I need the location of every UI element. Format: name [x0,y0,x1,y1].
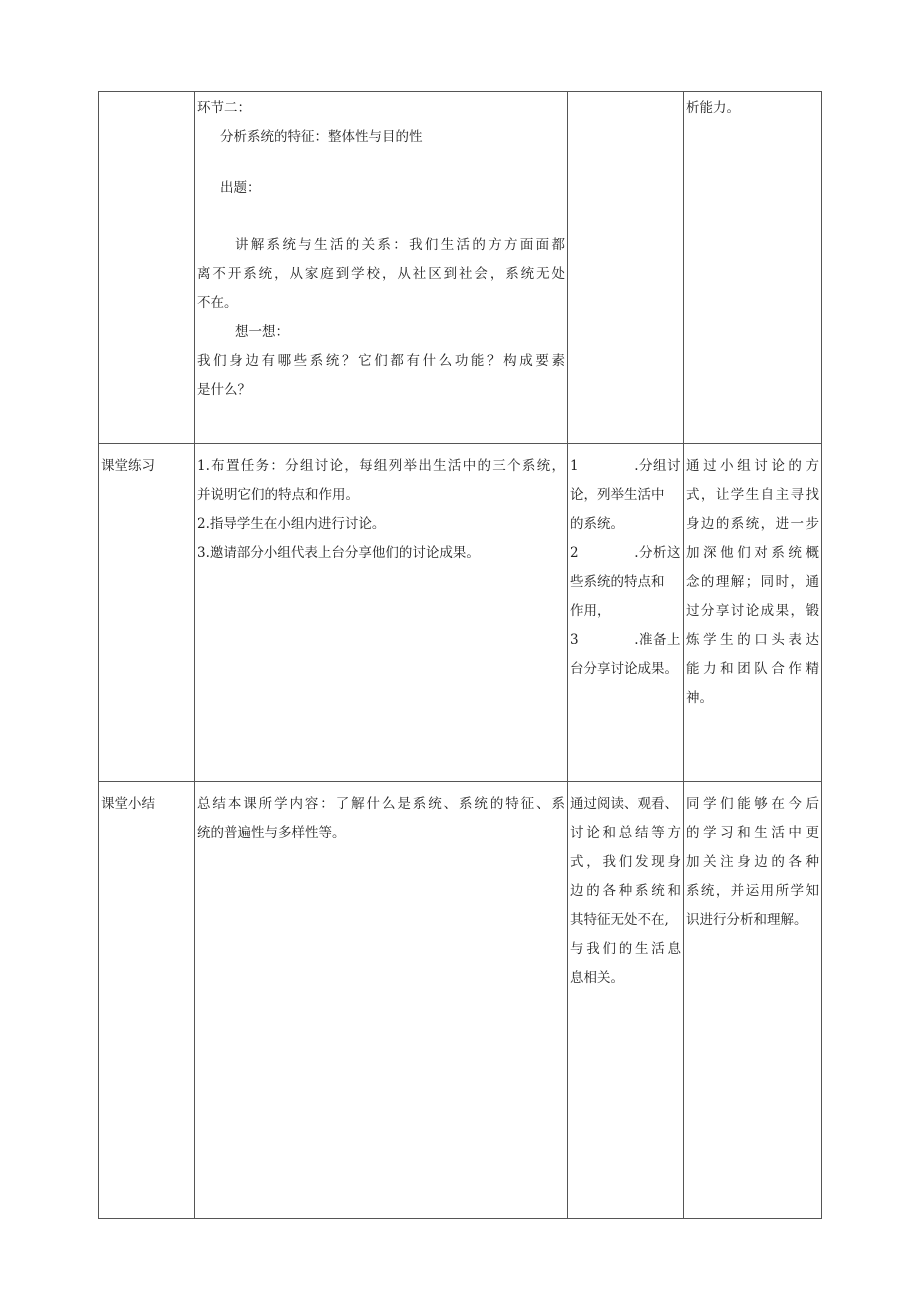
intent-text: 念的理解；同时，通 [686,574,819,590]
intent-text: 炼学生的口头表达 [686,632,819,648]
table-row [99,782,822,1219]
section-label-cell [99,92,195,444]
activity-text: 式，我们发现身 [570,854,681,870]
section-label: 课堂练习 [101,458,155,474]
student-activity-cell [568,782,684,1219]
intent-text: 过分享讨论成果，锻 [686,603,819,619]
think-label: 想一想： [235,324,289,340]
intent-text: 析能力。 [686,100,740,116]
activity-item [570,452,681,481]
task-line: 并说明它们的特点和作用。 [197,487,359,503]
intent-text: 加深他们对系统概 [686,545,819,561]
activity-number: 3 [570,632,579,648]
question-line: 是什么？ [197,382,251,398]
teaching-content-cell [195,444,568,782]
summary-line: 总结本课所学内容：了解什么是系统、系统的特征、系 [197,796,565,812]
prompt-label: 出题： [220,180,261,196]
student-activity-cell [568,444,684,782]
section-label-cell [99,444,195,782]
intent-text: 加关注身边的各种 [686,854,819,870]
activity-text: 息相关。 [570,970,624,986]
intent-text: 能力和团队合作精 [686,661,819,677]
activity-text: 的系统。 [570,516,624,532]
summary-line: 统的普遍性与多样性等。 [197,825,346,841]
explain-line: 讲解系统与生活的关系：我们生活的方方面面都 [235,237,565,253]
table-row [99,92,822,444]
student-activity-cell [568,92,684,444]
step-subheading: 分析系统的特征：整体性与目的性 [220,129,423,145]
teaching-content-cell [195,782,568,1219]
step-heading: 环节二： [197,100,251,116]
intent-text: 的学习和生活中更 [686,825,819,841]
intent-text: 身边的系统，进一步 [686,516,819,532]
teaching-content-cell [195,92,568,444]
explain-line: 离不开系统，从家庭到学校，从社区到社会，系统无处 [197,266,565,282]
activity-text: 作用， [570,603,611,619]
section-label-cell [99,782,195,1219]
intent-text: 同学们能够在今后 [686,796,819,812]
activity-text: .分组讨 [634,458,681,474]
design-intent-cell [684,782,822,1219]
task-line: 2.指导学生在小组内进行讨论。 [197,516,386,532]
question-line: 我们身边有哪些系统？它们都有什么功能？构成要素 [197,353,565,369]
intent-text: 识进行分析和理解。 [686,912,808,928]
task-line: 3.邀请部分小组代表上台分享他们的讨论成果。 [197,545,480,561]
activity-text: .分析这 [634,545,681,561]
activity-item [570,626,681,655]
activity-text: 通过阅读、观看、 [570,796,678,812]
table-row [99,444,822,782]
lesson-plan-table [98,91,822,1219]
activity-text: 与我们的生活息 [570,941,681,957]
section-label: 课堂小结 [101,796,155,812]
activity-text: 台分享讨论成果。 [570,661,678,677]
activity-text: .准备上 [634,632,681,648]
activity-text: 论，列举生活中 [570,487,665,503]
design-intent-cell [684,444,822,782]
explain-line: 不在。 [197,295,238,311]
intent-text: 式，让学生自主寻找 [686,487,819,503]
task-line: 1.布置任务：分组讨论，每组列举出生活中的三个系统， [197,458,565,474]
activity-text: 讨论和总结等方 [570,825,681,841]
activity-number: 2 [570,545,579,561]
activity-text: 些系统的特点和 [570,574,665,590]
intent-text: 系统，并运用所学知 [686,883,819,899]
intent-text: 通过小组讨论的方 [686,458,819,474]
design-intent-cell [684,92,822,444]
activity-item [570,539,681,568]
activity-text: 其特征无处不在, [570,912,669,928]
intent-text: 神。 [686,690,713,706]
activity-number: 1 [570,458,579,474]
activity-text: 边的各种系统和 [570,883,681,899]
